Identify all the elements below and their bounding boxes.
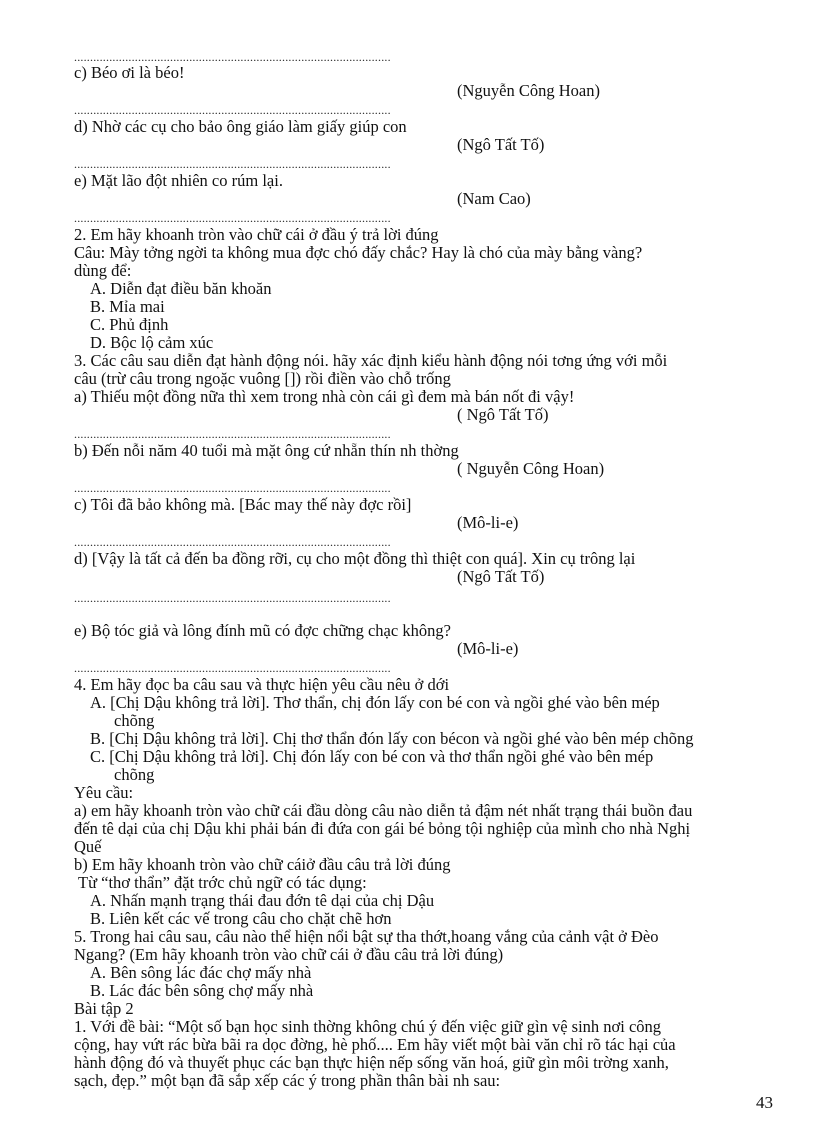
fill-line: ................................................................................................... [74, 50, 391, 64]
question-3: 3. Các câu sau diễn đạt hành động nói. hãy xác định kiểu hành động nói tơng ứng với mỗi [74, 351, 668, 370]
requirement-b-text: Từ “thơ thẩn” đặt trớc chủ ngữ có tác dụng: [78, 873, 367, 892]
option-b: B. Lác đác bên sông chợ mấy nhà [90, 981, 314, 1000]
requirement-a: Quế [74, 837, 102, 856]
requirement-a: đến tê dại của chị Dậu khi phải bán đi đứa con gái bé bỏng tội nghiệp của mình cho nhà Nghị [74, 819, 691, 838]
item-e: e) Bộ tóc giả và lông đính mũ có đợc chững chạc không? [74, 621, 451, 640]
source: (Ngô Tất Tố) [457, 567, 545, 586]
fill-line: ................................................................................................... [74, 535, 391, 549]
item-d: d) [Vậy là tất cả đến ba đồng rỡi, cụ cho một đồng thì thiệt con quá]. Xin cụ trông lại [74, 549, 636, 568]
requirement-b: b) Em hãy khoanh tròn vào chữ cáiở đầu câu trả lời đúng [74, 855, 451, 874]
item-c: c) Tôi đã bảo không mà. [Bác may thế này đợc rồi] [74, 495, 412, 514]
item-d: d) Nhờ các cụ cho bảo ông giáo làm giấy giúp con [74, 117, 407, 136]
option-d: D. Bộc lộ cảm xúc [90, 333, 214, 352]
exercise-text: hành động đó và thuyết phục các bạn thực hiện nếp sống văn hoá, giữ gìn môi trờng xanh, [74, 1053, 669, 1072]
source: ( Ngô Tất Tố) [457, 405, 549, 424]
option-a-cont: chõng [114, 711, 155, 730]
option-b: B. [Chị Dậu không trả lời]. Chị thơ thẩn đón lấy con bécon và ngồi ghé vào bên mép chõng [90, 729, 694, 748]
question-2-text: dùng để: [74, 261, 132, 280]
item-c: c) Béo ơi là béo! [74, 63, 185, 82]
question-5: 5. Trong hai câu sau, câu nào thể hiện nổi bật sự tha thớt,hoang vắng của cảnh vật ở Đèo [74, 927, 659, 946]
requirement-heading: Yêu cầu: [74, 783, 134, 802]
item-e: e) Mặt lão đột nhiên co rúm lại. [74, 171, 283, 190]
item-b: b) Đến nỗi năm 40 tuổi mà mặt ông cứ nhẵn thín nh thờng [74, 441, 459, 460]
source: (Ngô Tất Tố) [457, 135, 545, 154]
fill-line: ................................................................................................... [74, 103, 391, 117]
option-a: A. Bên sông lác đác chợ mấy nhà [90, 963, 312, 982]
fill-line: ................................................................................................... [74, 591, 391, 605]
fill-line: ................................................................................................... [74, 661, 391, 675]
source: (Mô-li-e) [457, 639, 519, 658]
fill-line: ................................................................................................... [74, 481, 391, 495]
source: (Nguyễn Công Hoan) [457, 81, 600, 100]
option-b: B. Mỉa mai [90, 297, 165, 316]
fill-line: ................................................................................................... [74, 427, 391, 441]
exercise-text: sạch, đẹp.” một bạn đã sắp xếp các ý trong phần thân bài nh sau: [74, 1071, 501, 1090]
question-2: 2. Em hãy khoanh tròn vào chữ cái ở đầu ý trả lời đúng [74, 225, 439, 244]
question-2-text: Câu: Mày tởng ngời ta không mua đợc chó đấy chắc? Hay là chó của mày bằng vàng? [74, 243, 643, 262]
option-a: A. [Chị Dậu không trả lời]. Thơ thẩn, chị đón lấy con bé con và ngồi ghé vào bên mép [90, 693, 660, 712]
option-a: A. Nhấn mạnh trạng thái đau đớn tê dại của chị Dậu [90, 891, 435, 910]
exercise-heading: Bài tập 2 [74, 999, 134, 1018]
fill-line: ................................................................................................... [74, 211, 391, 225]
question-3: câu (trừ câu trong ngoặc vuông []) rồi điền vào chỗ trống [74, 369, 451, 388]
option-b: B. Liên kết các vế trong câu cho chặt chẽ hơn [90, 909, 392, 928]
option-c: C. [Chị Dậu không trả lời]. Chị đón lấy con bé con và thơ thẩn ngồi ghé vào bên mép [90, 747, 654, 766]
source: (Nam Cao) [457, 189, 531, 208]
option-a: A. Diễn đạt điều băn khoăn [90, 279, 272, 298]
page-number: 43 [756, 1093, 773, 1112]
source: ( Nguyễn Công Hoan) [457, 459, 605, 478]
exercise-text: 1. Với đề bài: “Một số bạn học sinh thờng không chú ý đến việc giữ gìn vệ sinh nơi công [74, 1017, 662, 1036]
item-a: a) Thiếu một đồng nữa thì xem trong nhà còn cái gì đem mà bán nốt đi vậy! [74, 387, 575, 406]
source: (Mô-li-e) [457, 513, 519, 532]
question-4: 4. Em hãy đọc ba câu sau và thực hiện yêu cầu nêu ở dới [74, 675, 450, 694]
fill-line: ................................................................................................... [74, 157, 391, 171]
option-c-cont: chõng [114, 765, 155, 784]
requirement-a: a) em hãy khoanh tròn vào chữ cái đầu dòng câu nào diễn tả đậm nét nhất trạng thái buồn đau [74, 801, 693, 820]
option-c: C. Phủ định [90, 315, 169, 334]
exercise-text: cộng, hay vứt rác bừa bãi ra dọc đờng, hè phố.... Em hãy viết một bài văn chỉ rõ tác hại của [74, 1035, 676, 1054]
question-5: Ngang? (Em hãy khoanh tròn vào chữ cái ở đầu câu trả lời đúng) [74, 945, 504, 964]
